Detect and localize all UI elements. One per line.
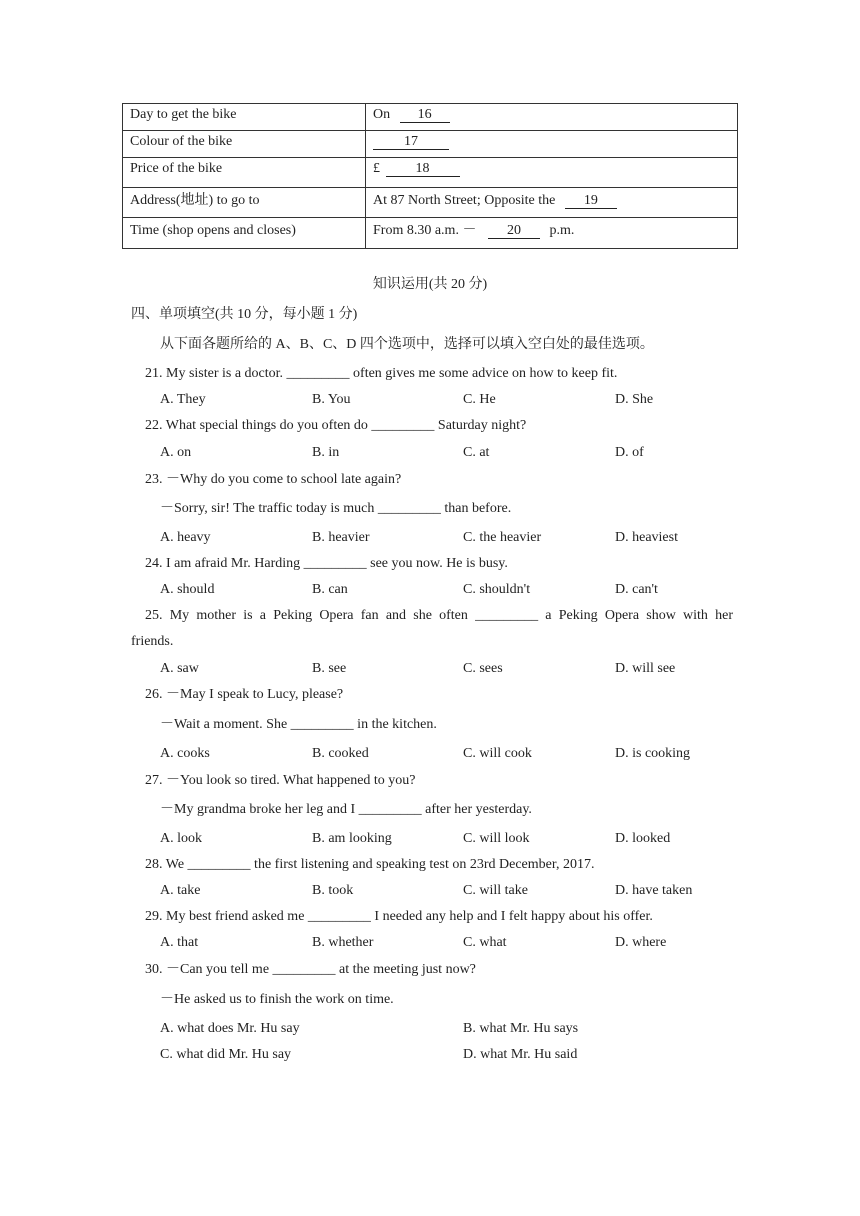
question-stem: 26. －May I speak to Lucy, please? <box>145 687 344 702</box>
row-value <box>366 158 738 188</box>
value-prefix: At 87 North Street; Opposite the <box>373 193 556 208</box>
question-stem: 27. －You look so tired. What happened to you? <box>145 773 416 788</box>
answer-blank-17: 17 <box>373 134 449 150</box>
section-title: 知识运用(共 20 分) <box>372 277 488 292</box>
option-b: B. what Mr. Hu says <box>463 1021 579 1036</box>
question-stem: 30. －Can you tell me _________ at the meeting just now? <box>145 962 476 977</box>
option-b: B. cooked <box>312 746 369 761</box>
table-row <box>123 158 738 188</box>
option-b: B. You <box>312 392 351 407</box>
option-d: D. what Mr. Hu said <box>463 1047 578 1062</box>
option-d: D. of <box>615 445 644 460</box>
option-b: B. took <box>312 883 354 898</box>
option-a: A. what does Mr. Hu say <box>160 1021 300 1036</box>
option-c: C. shouldn't <box>463 582 531 597</box>
table-row <box>123 131 738 158</box>
question-stem-continued: friends. <box>131 634 174 649</box>
row-value <box>366 104 738 131</box>
option-d: D. She <box>615 392 654 407</box>
bike-info-table <box>122 103 738 249</box>
option-c: C. He <box>463 392 496 407</box>
value-prefix: £ <box>373 161 380 176</box>
value-prefix: On <box>373 107 391 122</box>
option-a: A. should <box>160 582 215 597</box>
answer-blank-18: 18 <box>386 161 460 177</box>
option-b: B. am looking <box>312 831 392 846</box>
row-value <box>366 188 738 218</box>
answer-blank-20: 20 <box>488 223 540 239</box>
option-c: C. will look <box>463 831 530 846</box>
option-c: C. what <box>463 935 507 950</box>
row-value <box>366 131 738 158</box>
option-b: B. see <box>312 661 347 676</box>
question-stem: 29. My best friend asked me _________ I needed any help and I felt happy about his offer. <box>145 909 653 924</box>
question-stem: 23. －Why do you come to school late again? <box>145 472 402 487</box>
row-label: Colour of the bike <box>123 131 366 158</box>
question-reply: －He asked us to finish the work on time. <box>160 992 394 1007</box>
table-row <box>123 188 738 218</box>
option-c: C. what did Mr. Hu say <box>160 1047 292 1062</box>
instruction: 从下面各题所给的 A、B、C、D 四个选项中，选择可以填入空白处的最佳选项。 <box>160 337 654 352</box>
question-reply: －Wait a moment. She _________ in the kitchen. <box>160 717 437 732</box>
option-a: A. saw <box>160 661 199 676</box>
option-a: A. They <box>160 392 206 407</box>
table-row <box>123 104 738 131</box>
question-reply: －Sorry, sir! The traffic today is much _________ than before. <box>160 501 512 516</box>
option-b: B. in <box>312 445 340 460</box>
option-d: D. will see <box>615 661 676 676</box>
option-c: C. the heavier <box>463 530 542 545</box>
row-label: Time (shop opens and closes) <box>123 218 366 249</box>
answer-blank-16: 16 <box>400 107 450 123</box>
option-a: A. cooks <box>160 746 210 761</box>
option-b: B. can <box>312 582 348 597</box>
option-a: A. take <box>160 883 201 898</box>
value-prefix: From 8.30 a.m. － <box>373 223 477 238</box>
row-value <box>366 218 738 249</box>
option-c: C. at <box>463 445 490 460</box>
option-c: C. will cook <box>463 746 532 761</box>
value-suffix: p.m. <box>549 223 575 238</box>
option-b: B. heavier <box>312 530 370 545</box>
question-reply: －My grandma broke her leg and I _________ after her yesterday. <box>160 802 532 817</box>
option-a: A. look <box>160 831 202 846</box>
option-d: D. where <box>615 935 667 950</box>
row-label: Price of the bike <box>123 158 366 188</box>
option-d: D. is cooking <box>615 746 691 761</box>
question-stem: 24. I am afraid Mr. Harding _________ see you now. He is busy. <box>145 556 508 571</box>
option-a: A. on <box>160 445 192 460</box>
option-a: A. heavy <box>160 530 211 545</box>
option-c: C. will take <box>463 883 528 898</box>
option-c: C. sees <box>463 661 503 676</box>
option-d: D. looked <box>615 831 671 846</box>
part-heading: 四、单项填空(共 10 分，每小题 1 分) <box>131 307 358 322</box>
row-label: Day to get the bike <box>123 104 366 131</box>
question-stem: 28. We _________ the first listening and speaking test on 23rd December, 2017. <box>145 857 595 872</box>
option-a: A. that <box>160 935 199 950</box>
option-d: D. heaviest <box>615 530 678 545</box>
question-stem: 22. What special things do you often do _________ Saturday night? <box>145 418 527 433</box>
option-d: D. can't <box>615 582 658 597</box>
question-stem: 25. My mother is a Peking Opera fan and she often _________ a Peking Opera show with her <box>145 608 733 623</box>
row-label: Address(地址) to go to <box>123 188 366 218</box>
table-row <box>123 218 738 249</box>
option-d: D. have taken <box>615 883 693 898</box>
answer-blank-19: 19 <box>565 193 617 209</box>
question-stem: 21. My sister is a doctor. _________ often gives me some advice on how to keep fit. <box>145 366 618 381</box>
option-b: B. whether <box>312 935 374 950</box>
